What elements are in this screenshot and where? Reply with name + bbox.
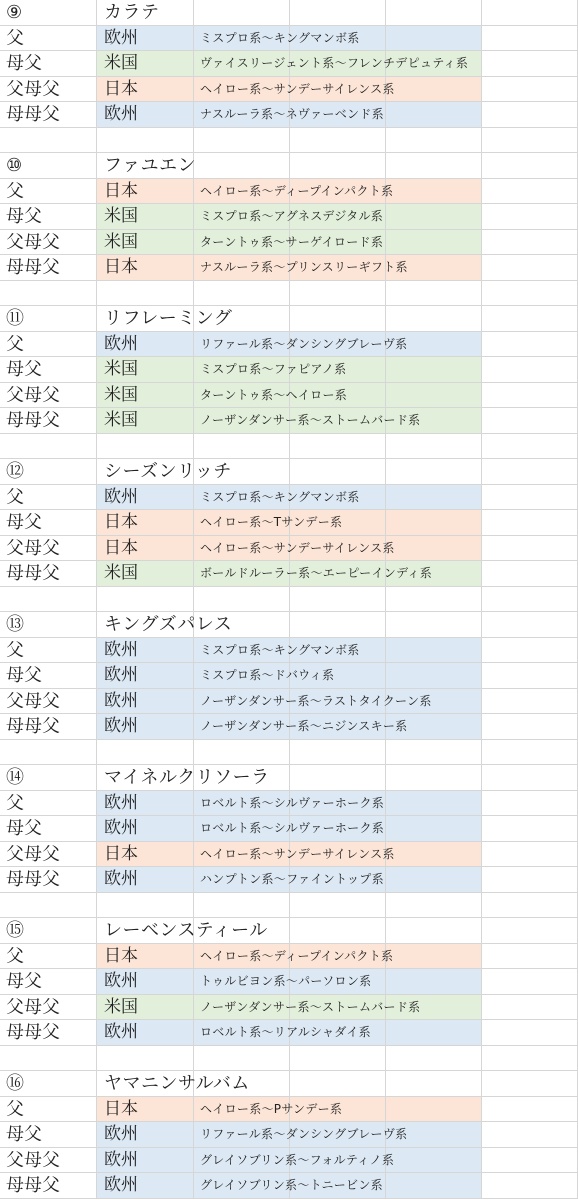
grid-cell[interactable] <box>386 77 482 103</box>
horse-name: キングズパレス <box>104 614 233 635</box>
relation-label: 父 <box>6 1098 24 1120</box>
grid-cell[interactable] <box>482 714 578 740</box>
grid-cell[interactable] <box>482 510 578 536</box>
grid-cell[interactable] <box>97 1046 194 1072</box>
grid-cell[interactable] <box>386 663 482 689</box>
grid-cell[interactable] <box>290 740 386 766</box>
grid-cell[interactable] <box>482 893 578 919</box>
sire-line-label: ミスプロ系〜ドバウィ系 <box>200 668 335 682</box>
horse-name: シーズンリッチ <box>104 461 232 482</box>
horse-number: ⑯ <box>6 1073 24 1094</box>
grid-cell[interactable] <box>194 128 290 154</box>
relation-label: 父 <box>6 333 24 355</box>
relation-label: 父母父 <box>6 231 60 253</box>
pedigree-row <box>0 816 578 842</box>
grid-cell[interactable] <box>290 434 386 460</box>
grid-cell[interactable] <box>386 459 482 485</box>
pedigree-row <box>0 332 578 358</box>
grid-cell[interactable] <box>97 281 194 307</box>
grid-cell[interactable] <box>482 587 578 613</box>
sire-line-label: ミスプロ系〜ファピアノ系 <box>200 362 347 376</box>
region-label: 米国 <box>104 53 138 73</box>
grid-cell[interactable] <box>482 306 578 332</box>
grid-cell[interactable] <box>386 842 482 868</box>
grid-cell[interactable] <box>386 204 482 230</box>
horse-number: ⑭ <box>6 767 24 788</box>
region-label: 欧州 <box>104 1124 138 1144</box>
grid-cell[interactable] <box>386 26 482 52</box>
grid-cell[interactable] <box>0 128 97 154</box>
grid-cell[interactable] <box>386 485 482 511</box>
grid-cell[interactable] <box>386 128 482 154</box>
sire-line-label: ヘイロー系〜ディープインパクト系 <box>200 948 394 963</box>
sire-line-label: ボールドルーラー系〜エーピーインディ系 <box>200 566 433 580</box>
region-label: 欧州 <box>104 665 138 685</box>
sire-line-label: ミスプロ系〜キングマンボ系 <box>200 489 360 504</box>
sire-line-label: ヘイロー系〜ディープインパクト系 <box>200 183 394 198</box>
pedigree-row <box>0 230 578 256</box>
grid-cell[interactable] <box>482 408 578 434</box>
horse-name: マイネルクリソーラ <box>104 767 270 788</box>
grid-cell[interactable] <box>386 791 482 817</box>
grid-cell[interactable] <box>386 944 482 970</box>
grid-cell[interactable] <box>482 561 578 587</box>
grid-cell[interactable] <box>386 1020 482 1046</box>
grid-cell[interactable] <box>482 230 578 256</box>
grid-cell[interactable] <box>482 1071 578 1097</box>
pedigree-row <box>0 791 578 817</box>
grid-cell[interactable] <box>97 434 194 460</box>
grid-cell[interactable] <box>482 536 578 562</box>
grid-cell[interactable] <box>386 510 482 536</box>
sire-line-label: トゥルビヨン系〜パーソロン系 <box>200 974 372 988</box>
grid-cell[interactable] <box>482 153 578 179</box>
grid-cell[interactable] <box>194 0 290 26</box>
sire-line-label: ナスルーラ系〜プリンスリーギフト系 <box>200 260 408 274</box>
grid-cell[interactable] <box>482 663 578 689</box>
grid-cell[interactable] <box>482 918 578 944</box>
grid-cell[interactable] <box>482 204 578 230</box>
grid-cell[interactable] <box>290 1046 386 1072</box>
grid-cell[interactable] <box>482 612 578 638</box>
region-label: 日本 <box>104 257 138 277</box>
region-label: 欧州 <box>104 333 138 354</box>
sire-line-label: ヘイロー系〜Pサンデー系 <box>200 1101 343 1116</box>
grid-cell[interactable] <box>386 179 482 205</box>
grid-cell[interactable] <box>0 740 97 766</box>
sire-line-label: リファール系〜ダンシングブレーヴ系 <box>200 336 408 351</box>
grid-cell[interactable] <box>386 587 482 613</box>
pedigree-row <box>0 26 578 52</box>
grid-cell[interactable] <box>482 765 578 791</box>
grid-cell[interactable] <box>290 1071 386 1097</box>
region-label: 欧州 <box>104 1149 138 1170</box>
grid-cell[interactable] <box>386 612 482 638</box>
region-label: 米国 <box>104 410 138 430</box>
horse-header-row <box>0 459 578 485</box>
grid-cell[interactable] <box>386 969 482 995</box>
relation-label: 父母父 <box>6 690 60 712</box>
grid-cell[interactable] <box>0 434 97 460</box>
grid-cell[interactable] <box>482 434 578 460</box>
region-label: 米国 <box>104 359 138 379</box>
grid-cell[interactable] <box>386 1097 482 1123</box>
blank-row <box>0 281 578 307</box>
sire-line-label: ヴァイスリージェント系〜フレンチデピュティ系 <box>200 56 469 70</box>
grid-cell[interactable] <box>386 434 482 460</box>
grid-cell[interactable] <box>386 740 482 766</box>
relation-label: 父 <box>6 792 24 814</box>
grid-cell[interactable] <box>482 1173 578 1199</box>
horse-header-row <box>0 1071 578 1097</box>
blank-row <box>0 587 578 613</box>
grid-cell[interactable] <box>482 944 578 970</box>
region-label: 米国 <box>104 231 138 252</box>
grid-cell[interactable] <box>194 281 290 307</box>
grid-cell[interactable] <box>482 740 578 766</box>
horse-number: ⑮ <box>6 920 24 941</box>
region-label: 欧州 <box>104 971 138 991</box>
grid-cell[interactable] <box>194 1046 290 1072</box>
region-label: 米国 <box>104 384 138 405</box>
pedigree-row <box>0 1097 578 1123</box>
pedigree-row <box>0 510 578 536</box>
relation-label: 母父 <box>6 512 42 533</box>
region-label: 欧州 <box>104 104 138 124</box>
grid-cell[interactable] <box>482 842 578 868</box>
grid-cell[interactable] <box>386 1173 482 1199</box>
pedigree-row <box>0 77 578 103</box>
relation-label: 母父 <box>6 206 42 227</box>
grid-cell[interactable] <box>0 1046 97 1072</box>
horse-number: ⑩ <box>6 155 23 176</box>
grid-cell[interactable] <box>97 128 194 154</box>
relation-label: 母母父 <box>6 869 60 890</box>
pedigree-row <box>0 944 578 970</box>
pedigree-row <box>0 204 578 230</box>
region-label: 日本 <box>104 945 138 966</box>
grid-cell[interactable] <box>482 791 578 817</box>
grid-cell[interactable] <box>386 1148 482 1174</box>
region-label: 欧州 <box>104 1175 138 1195</box>
horse-header-row <box>0 918 578 944</box>
sire-line-label: リファール系〜ダンシングブレーヴ系 <box>200 1127 408 1141</box>
grid-cell[interactable] <box>482 1046 578 1072</box>
horse-name: レーベンスティール <box>104 920 268 941</box>
pedigree-row <box>0 383 578 409</box>
region-label: 日本 <box>104 537 138 558</box>
pedigree-row <box>0 1148 578 1174</box>
horse-number: ⑨ <box>6 2 23 23</box>
grid-cell[interactable] <box>482 638 578 664</box>
grid-cell[interactable] <box>386 230 482 256</box>
sire-line-label: グレイソブリン系〜トニービン系 <box>200 1178 383 1192</box>
horse-header-row <box>0 765 578 791</box>
relation-label: 母父 <box>6 971 42 992</box>
relation-label: 父母父 <box>6 384 60 406</box>
horse-number: ⑪ <box>6 308 24 329</box>
grid-cell[interactable] <box>482 357 578 383</box>
region-label: 欧州 <box>104 639 138 660</box>
grid-cell[interactable] <box>386 816 482 842</box>
grid-cell[interactable] <box>482 179 578 205</box>
grid-cell[interactable] <box>386 536 482 562</box>
pedigree-row <box>0 842 578 868</box>
region-label: 日本 <box>104 180 138 201</box>
grid-cell[interactable] <box>482 816 578 842</box>
relation-label: 母母父 <box>6 1022 60 1043</box>
relation-label: 父母父 <box>6 78 60 100</box>
horse-header-row <box>0 153 578 179</box>
horse-name: ヤマニンサルバム <box>104 1073 250 1094</box>
grid-cell[interactable] <box>482 128 578 154</box>
grid-cell[interactable] <box>386 918 482 944</box>
pedigree-row <box>0 255 578 281</box>
grid-cell[interactable] <box>290 153 386 179</box>
grid-cell[interactable] <box>386 102 482 128</box>
pedigree-row <box>0 714 578 740</box>
grid-cell[interactable] <box>194 587 290 613</box>
region-label: 米国 <box>104 996 138 1017</box>
sire-line-label: ロベルト系〜リアルシャダイ系 <box>200 1025 371 1039</box>
pedigree-row <box>0 408 578 434</box>
region-label: 米国 <box>104 563 138 583</box>
region-label: 欧州 <box>104 1022 138 1042</box>
sire-line-label: ヘイロー系〜サンデーサイレンス系 <box>200 540 395 555</box>
relation-label: 母母父 <box>6 563 60 584</box>
grid-cell[interactable] <box>482 995 578 1021</box>
pedigree-row <box>0 1173 578 1199</box>
grid-cell[interactable] <box>386 765 482 791</box>
grid-cell[interactable] <box>482 867 578 893</box>
region-label: 日本 <box>104 843 138 864</box>
relation-label: 母父 <box>6 53 42 74</box>
grid-cell[interactable] <box>386 893 482 919</box>
grid-cell[interactable] <box>482 77 578 103</box>
grid-cell[interactable] <box>97 740 194 766</box>
grid-cell[interactable] <box>482 1122 578 1148</box>
grid-cell[interactable] <box>386 383 482 409</box>
sire-line-label: ミスプロ系〜キングマンボ系 <box>200 642 360 657</box>
pedigree-row <box>0 969 578 995</box>
grid-cell[interactable] <box>290 587 386 613</box>
pedigree-row <box>0 638 578 664</box>
grid-cell[interactable] <box>290 0 386 26</box>
grid-cell[interactable] <box>386 1071 482 1097</box>
grid-cell[interactable] <box>386 0 482 26</box>
sire-line-label: ミスプロ系〜アグネスデジタル系 <box>200 209 384 223</box>
pedigree-row <box>0 1020 578 1046</box>
grid-cell[interactable] <box>482 51 578 77</box>
region-label: 日本 <box>104 512 138 532</box>
sire-line-label: ノーザンダンサー系〜ストームバード系 <box>200 413 421 427</box>
grid-cell[interactable] <box>0 587 97 613</box>
blank-row <box>0 434 578 460</box>
grid-cell[interactable] <box>482 1097 578 1123</box>
grid-cell[interactable] <box>97 587 194 613</box>
horse-name: ファユエン <box>104 155 197 176</box>
relation-label: 母父 <box>6 818 42 839</box>
grid-cell[interactable] <box>386 1046 482 1072</box>
sire-line-label: ノーザンダンサー系〜ストームバード系 <box>200 999 421 1014</box>
grid-cell[interactable] <box>386 306 482 332</box>
sire-line-label: ミスプロ系〜キングマンボ系 <box>200 30 360 45</box>
grid-cell[interactable] <box>482 1020 578 1046</box>
grid-cell[interactable] <box>0 893 97 919</box>
relation-label: 父母父 <box>6 843 60 865</box>
blank-row <box>0 1046 578 1072</box>
horse-name: リフレーミング <box>104 308 233 329</box>
relation-label: 母母父 <box>6 104 60 125</box>
region-label: 米国 <box>104 206 138 226</box>
grid-cell[interactable] <box>290 306 386 332</box>
region-label: 欧州 <box>104 690 138 711</box>
blank-row <box>0 128 578 154</box>
grid-cell[interactable] <box>290 459 386 485</box>
sire-line-label: ヘイロー系〜サンデーサイレンス系 <box>200 81 395 96</box>
blank-row <box>0 740 578 766</box>
grid-cell[interactable] <box>482 689 578 715</box>
grid-cell[interactable] <box>194 434 290 460</box>
sire-line-label: ヘイロー系〜サンデーサイレンス系 <box>200 846 395 861</box>
grid-cell[interactable] <box>482 281 578 307</box>
grid-cell[interactable] <box>194 893 290 919</box>
grid-cell[interactable] <box>290 128 386 154</box>
grid-cell[interactable] <box>482 26 578 52</box>
horse-number: ⑫ <box>6 461 24 482</box>
horse-header-row <box>0 306 578 332</box>
sire-line-label: ノーザンダンサー系〜ニジンスキー系 <box>200 719 408 733</box>
relation-label: 父 <box>6 486 24 508</box>
grid-cell[interactable] <box>290 612 386 638</box>
pedigree-row <box>0 561 578 587</box>
blank-row <box>0 893 578 919</box>
grid-cell[interactable] <box>482 0 578 26</box>
grid-cell[interactable] <box>482 102 578 128</box>
region-label: 日本 <box>104 1098 138 1119</box>
grid-cell[interactable] <box>386 638 482 664</box>
grid-cell[interactable] <box>0 281 97 307</box>
grid-cell[interactable] <box>482 969 578 995</box>
relation-label: 母母父 <box>6 257 60 278</box>
relation-label: 母母父 <box>6 1175 60 1196</box>
grid-cell[interactable] <box>482 255 578 281</box>
sire-line-label: グレイソブリン系〜フォルティノ系 <box>200 1152 395 1167</box>
grid-cell[interactable] <box>290 765 386 791</box>
grid-cell[interactable] <box>290 893 386 919</box>
grid-cell[interactable] <box>386 867 482 893</box>
horse-header-row <box>0 0 578 26</box>
grid-cell[interactable] <box>482 459 578 485</box>
grid-cell[interactable] <box>386 357 482 383</box>
pedigree-row <box>0 179 578 205</box>
region-label: 欧州 <box>104 792 138 813</box>
sire-line-label: ターントゥ系〜サーゲイロード系 <box>200 234 384 249</box>
relation-label: 父 <box>6 27 24 49</box>
region-label: 欧州 <box>104 869 138 889</box>
grid-cell[interactable] <box>482 1148 578 1174</box>
pedigree-row <box>0 536 578 562</box>
relation-label: 母父 <box>6 1124 42 1145</box>
pedigree-row <box>0 867 578 893</box>
grid-cell[interactable] <box>97 893 194 919</box>
relation-label: 母父 <box>6 665 42 686</box>
grid-cell[interactable] <box>482 332 578 358</box>
region-label: 欧州 <box>104 486 138 507</box>
sire-line-label: ナスルーラ系〜ネヴァーベンド系 <box>200 107 384 121</box>
grid-cell[interactable] <box>482 485 578 511</box>
grid-cell[interactable] <box>290 918 386 944</box>
grid-cell[interactable] <box>482 383 578 409</box>
sire-line-label: ターントゥ系〜ヘイロー系 <box>200 387 348 402</box>
relation-label: 父母父 <box>6 537 60 559</box>
relation-label: 父 <box>6 945 24 967</box>
pedigree-row <box>0 357 578 383</box>
relation-label: 父母父 <box>6 996 60 1018</box>
relation-label: 母母父 <box>6 716 60 737</box>
region-label: 日本 <box>104 78 138 99</box>
region-label: 欧州 <box>104 818 138 838</box>
sire-line-label: ノーザンダンサー系〜ラストタイクーン系 <box>200 693 432 708</box>
pedigree-row <box>0 102 578 128</box>
grid-cell[interactable] <box>194 153 290 179</box>
pedigree-row <box>0 51 578 77</box>
sire-line-label: ロベルト系〜シルヴァーホーク系 <box>200 821 385 835</box>
relation-label: 母父 <box>6 359 42 380</box>
grid-cell[interactable] <box>386 281 482 307</box>
pedigree-row <box>0 689 578 715</box>
grid-cell[interactable] <box>194 740 290 766</box>
sire-line-label: ヘイロー系〜Tサンデー系 <box>200 515 343 529</box>
sire-line-label: ロベルト系〜シルヴァーホーク系 <box>200 795 385 810</box>
horse-header-row <box>0 612 578 638</box>
relation-label: 父 <box>6 180 24 202</box>
horse-name: カラテ <box>104 2 160 23</box>
horse-number: ⑬ <box>6 614 24 635</box>
region-label: 欧州 <box>104 716 138 736</box>
pedigree-row <box>0 1122 578 1148</box>
pedigree-row <box>0 663 578 689</box>
sire-line-label: ハンプトン系〜ファイントップ系 <box>200 872 384 886</box>
grid-cell[interactable] <box>290 281 386 307</box>
pedigree-row <box>0 995 578 1021</box>
grid-cell[interactable] <box>386 153 482 179</box>
region-label: 欧州 <box>104 27 138 48</box>
relation-label: 母母父 <box>6 410 60 431</box>
relation-label: 父母父 <box>6 1149 60 1171</box>
relation-label: 父 <box>6 639 24 661</box>
pedigree-row <box>0 485 578 511</box>
